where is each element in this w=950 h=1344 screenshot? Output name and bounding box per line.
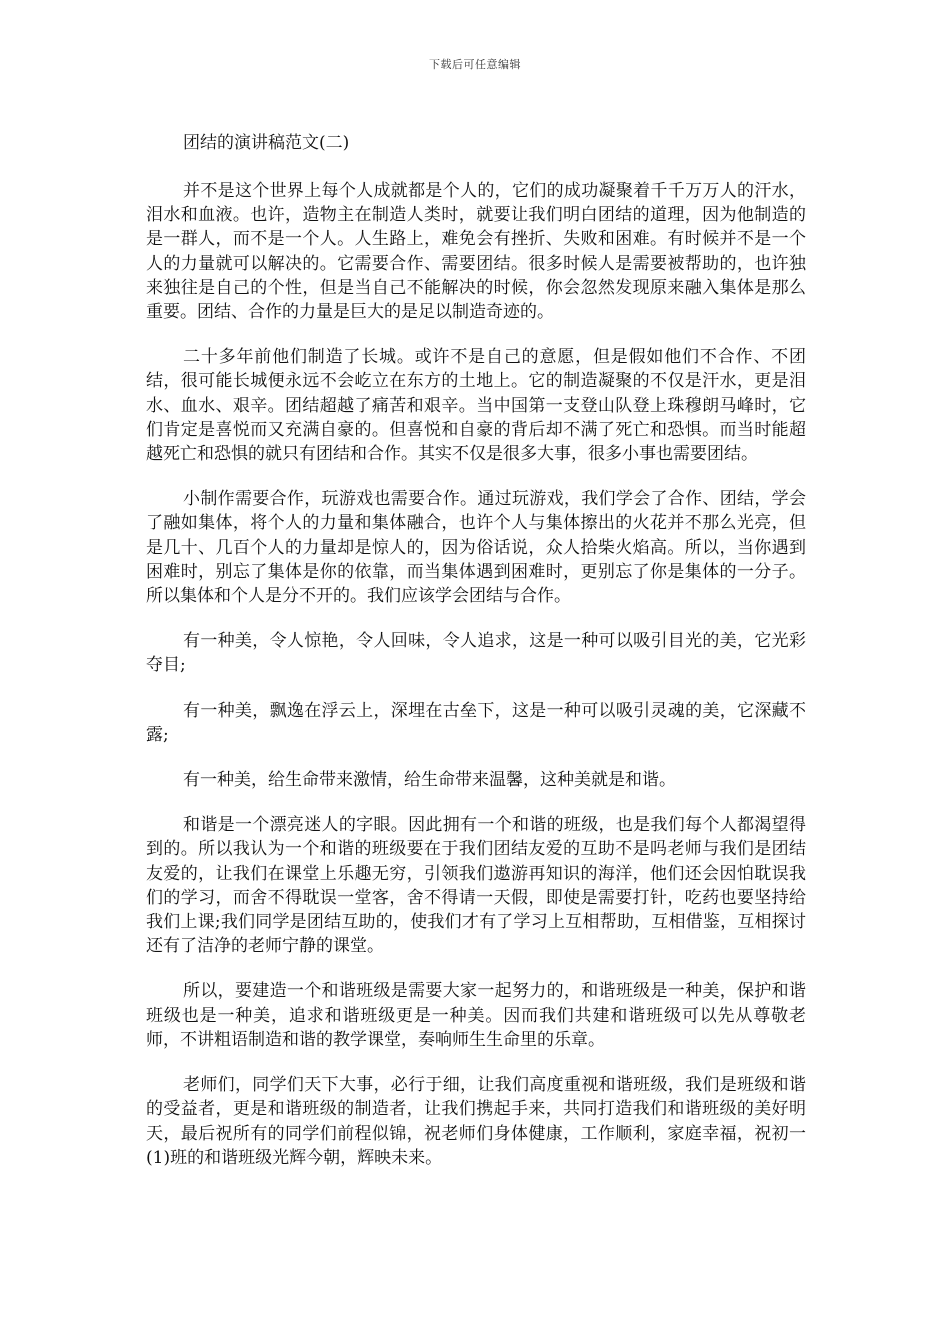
paragraph-9: 老师们，同学们天下大事，必行于细，让我们高度重视和谐班级，我们是班级和谐的受益者，更是和谐班级的制造者，让我们携起手来，共同打造我们和谐班级的美好明天，最后祝所有的同学们前程似锦，祝老师们身体健康，工作顺利，家庭幸福，祝初一(1)班的和谐班级光辉今朝，辉映未来。 (146, 1075, 806, 1168)
document-body (146, 131, 806, 1191)
paragraph-7: 和谐是一个漂亮迷人的字眼。因此拥有一个和谐的班级，也是我们每个人都渴望得到的。所以我认为一个和谐的班级要在于我们团结友爱的互助不是吗老师与我们是团结友爱的，让我们在课堂上乐趣无穷，引领我们遨游再知识的海洋，他们还会因怕耽误我们的学习，而舍不得耽误一堂客，舍不得请一天假，即使是需要打针，吃药也要坚持给我们上课;我们同学是团结互助的，使我们才有了学习上互相帮助，互相借鉴，互相探讨还有了洁净的老师宁静的课堂。 (146, 815, 806, 957)
paragraph-3: 小制作需要合作，玩游戏也需要合作。通过玩游戏，我们学会了合作、团结，学会了融如集体，将个人的力量和集体融合，也许个人与集体擦出的火花并不那么光亮，但是几十、几百个人的力量却是惊人的，因为俗话说，众人拾柴火焰高。所以，当你遇到困难时，别忘了集体是你的依靠，而当集体遇到困难时，更别忘了你是集体的一分子。所以集体和个人是分不开的。我们应该学会团结与合作。 (146, 489, 806, 607)
document-title: 团结的演讲稿范文(二) (183, 133, 350, 153)
paragraph-1: 并不是这个世界上每个人成就都是个人的，它们的成功凝聚着千千万万人的汗水，泪水和血液。也许，造物主在制造人类时，就要让我们明白团结的道理，因为他制造的是一群人，而不是一个人。人生路上，难免会有挫折、失败和困难。有时候并不是一个人的力量就可以解决的。它需要合作、需要团结。很多时候人是需要被帮助的，也许独来独往是自己的个性，但是当自己不能解决的时候，你会忽然发现原来融入集体是那么重要。团结、合作的力量是巨大的是足以制造奇迹的。 (146, 181, 806, 323)
paragraph-8: 所以，要建造一个和谐班级是需要大家一起努力的，和谐班级是一种美，保护和谐班级也是一种美，追求和谐班级更是一种美。因而我们共建和谐班级可以先从尊敬老师，不讲粗语制造和谐的教学课堂，奏响师生生命里的乐章。 (146, 981, 806, 1050)
paragraph-6: 有一种美，给生命带来激情，给生命带来温馨，这种美就是和谐。 (183, 770, 676, 791)
paragraph-4: 有一种美，令人惊艳，令人回味，令人追求，这是一种可以吸引目光的美，它光彩夺目; (146, 631, 806, 676)
page-header-note: 下载后可任意编辑 (429, 58, 521, 71)
paragraph-5: 有一种美，飘逸在浮云上，深埋在古垒下，这是一种可以吸引灵魂的美，它深藏不露; (146, 700, 806, 745)
paragraph-2: 二十多年前他们制造了长城。或许不是自己的意愿，但是假如他们不合作、不团结，很可能长城便永远不会屹立在东方的土地上。它的制造凝聚的不仅是汗水，更是泪水、血水、艰辛。团结超越了痛苦和艰辛。当中国第一支登山队登上珠穆朗马峰时，它们肯定是喜悦而又充满自豪的。但喜悦和自豪的背后却不满了死亡和恐惧。而当时能超越死亡和恐惧的就只有团结和合作。其实不仅是很多大事，很多小事也需要团结。 (146, 347, 806, 465)
